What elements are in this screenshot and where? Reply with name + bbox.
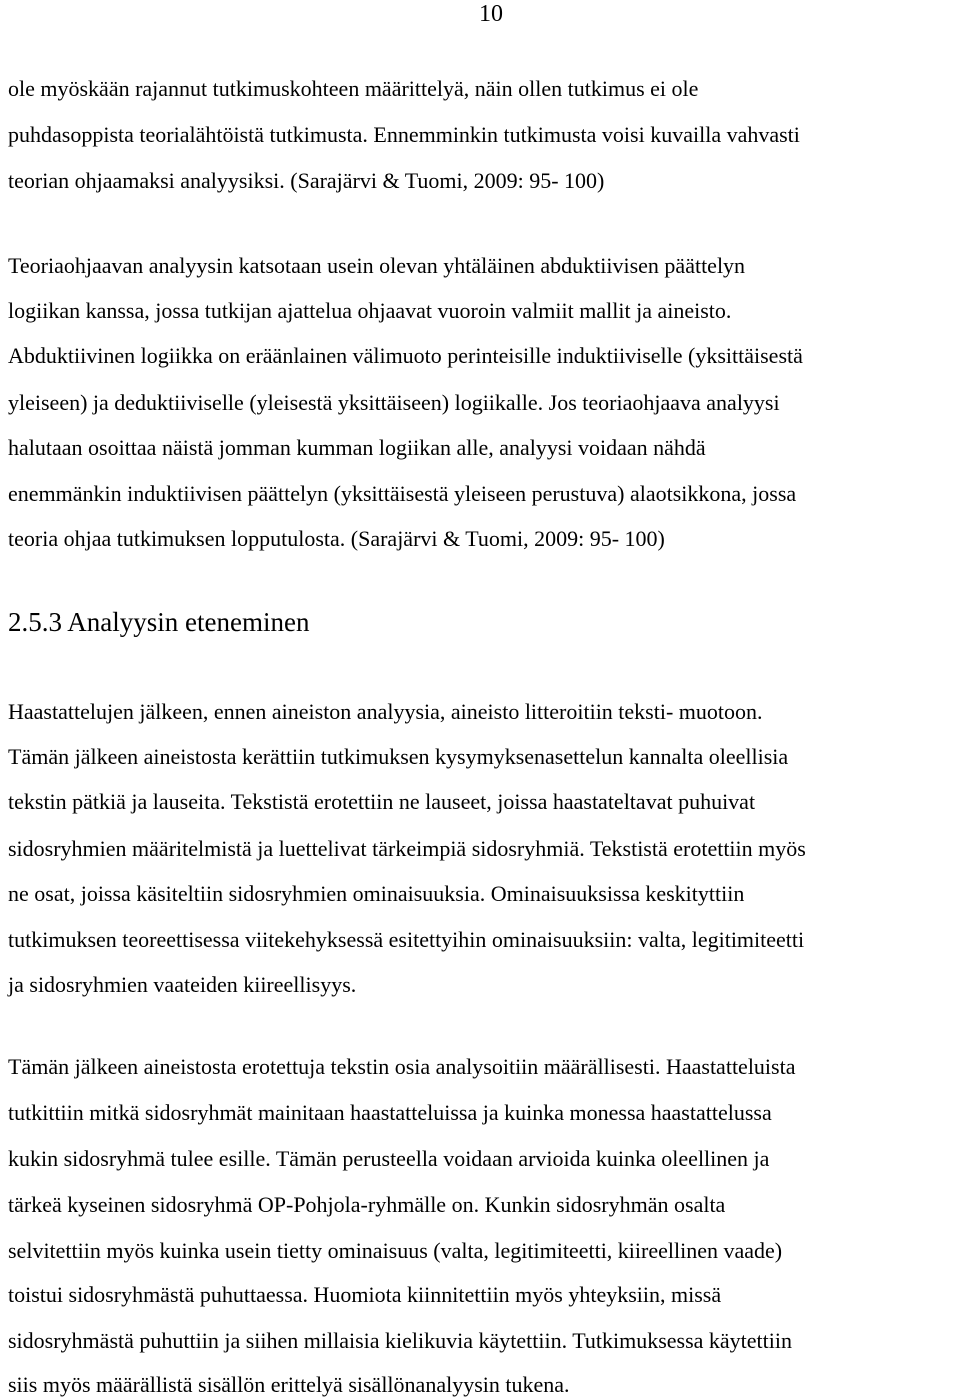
text-line: sidosryhmien määritelmistä ja luettelivat tärkeimpiä sidosryhmiä. Tekstistä erotettiin myös [8,836,806,861]
text-line: teoria ohjaa tutkimuksen lopputulosta. (Sarajärvi & Tuomi, 2009: 95- 100) [8,526,665,551]
text-line: ne osat, joissa käsiteltiin sidosryhmien ominaisuuksia. Ominaisuuksissa keskityttiin [8,881,745,906]
text-line: toistui sidosryhmästä puhuttaessa. Huomiota kiinnitettiin myös yhteyksiin, missä [8,1282,722,1307]
page-number: 10 [479,1,503,27]
text-line: tutkittiin mitkä sidosryhmät mainitaan haastatteluissa ja kuinka monessa haastattelussa [8,1100,772,1125]
text-line: siis myös määrällistä sisällön erittelyä sisällönanalyysin tukena. [8,1372,570,1397]
text-line: tutkimuksen teoreettisessa viitekehyksessä esitettyihin ominaisuuksiin: valta, legitimiteetti [8,927,805,952]
text-line: Haastattelujen jälkeen, ennen aineiston analyysia, aineisto litteroitiin teksti- muotoon. [8,699,763,724]
text-line: Tämän jälkeen aineistosta kerättiin tutkimuksen kysymyksenasettelun kannalta oleellisia [8,744,789,769]
text-line: tekstin pätkiä ja lauseita. Tekstistä erotettiin ne lauseet, joissa haastateltavat puhuivat [8,789,756,814]
text-line: ja sidosryhmien vaateiden kiireellisyys. [8,972,357,997]
text-line: yleiseen) ja deduktiiviselle (yleisestä yksittäiseen) logiikalle. Jos teoriaohjaava analyysi [8,390,780,415]
text-line: ole myöskään rajannut tutkimuskohteen määrittelyä, näin ollen tutkimus ei ole [8,76,699,101]
text-line: sidosryhmästä puhuttiin ja siihen millaisia kielikuvia käytettiin. Tutkimuksessa käytettiin [8,1328,792,1353]
text-line: puhdasoppista teorialähtöistä tutkimusta. Ennemminkin tutkimusta voisi kuvailla vahvasti [8,122,800,147]
text-line: Tämän jälkeen aineistosta erotettuja tekstin osia analysoitiin määrällisesti. Haastatteluista [8,1054,796,1079]
section-heading: 2.5.3 Analyysin eteneminen [8,607,310,637]
text-line: Abduktiivinen logiikka on eräänlainen välimuoto perinteisille induktiiviselle (yksittäisestä [8,343,803,368]
text-line: kukin sidosryhmä tulee esille. Tämän perusteella voidaan arvioida kuinka oleellinen ja [8,1146,770,1171]
text-line: halutaan osoittaa näistä jomman kumman logiikan alle, analyysi voidaan nähdä [8,435,706,460]
text-line: Teoriaohjaavan analyysin katsotaan usein olevan yhtäläinen abduktiivisen päättelyn [8,253,746,278]
text-line: logiikan kanssa, jossa tutkijan ajattelua ohjaavat vuoroin valmiit mallit ja aineisto. [8,298,732,323]
text-line: enemmänkin induktiivisen päättelyn (yksittäisestä yleiseen perustuva) alaotsikkona, jossa [8,481,797,506]
text-line: tärkeä kyseinen sidosryhmä OP-Pohjola-ryhmälle on. Kunkin sidosryhmän osalta [8,1192,726,1217]
text-line: teorian ohjaamaksi analyysiksi. (Sarajärvi & Tuomi, 2009: 95- 100) [8,168,605,193]
text-line: selvitettiin myös kuinka usein tietty ominaisuus (valta, legitimiteetti, kiireellinen vaade) [8,1238,783,1263]
